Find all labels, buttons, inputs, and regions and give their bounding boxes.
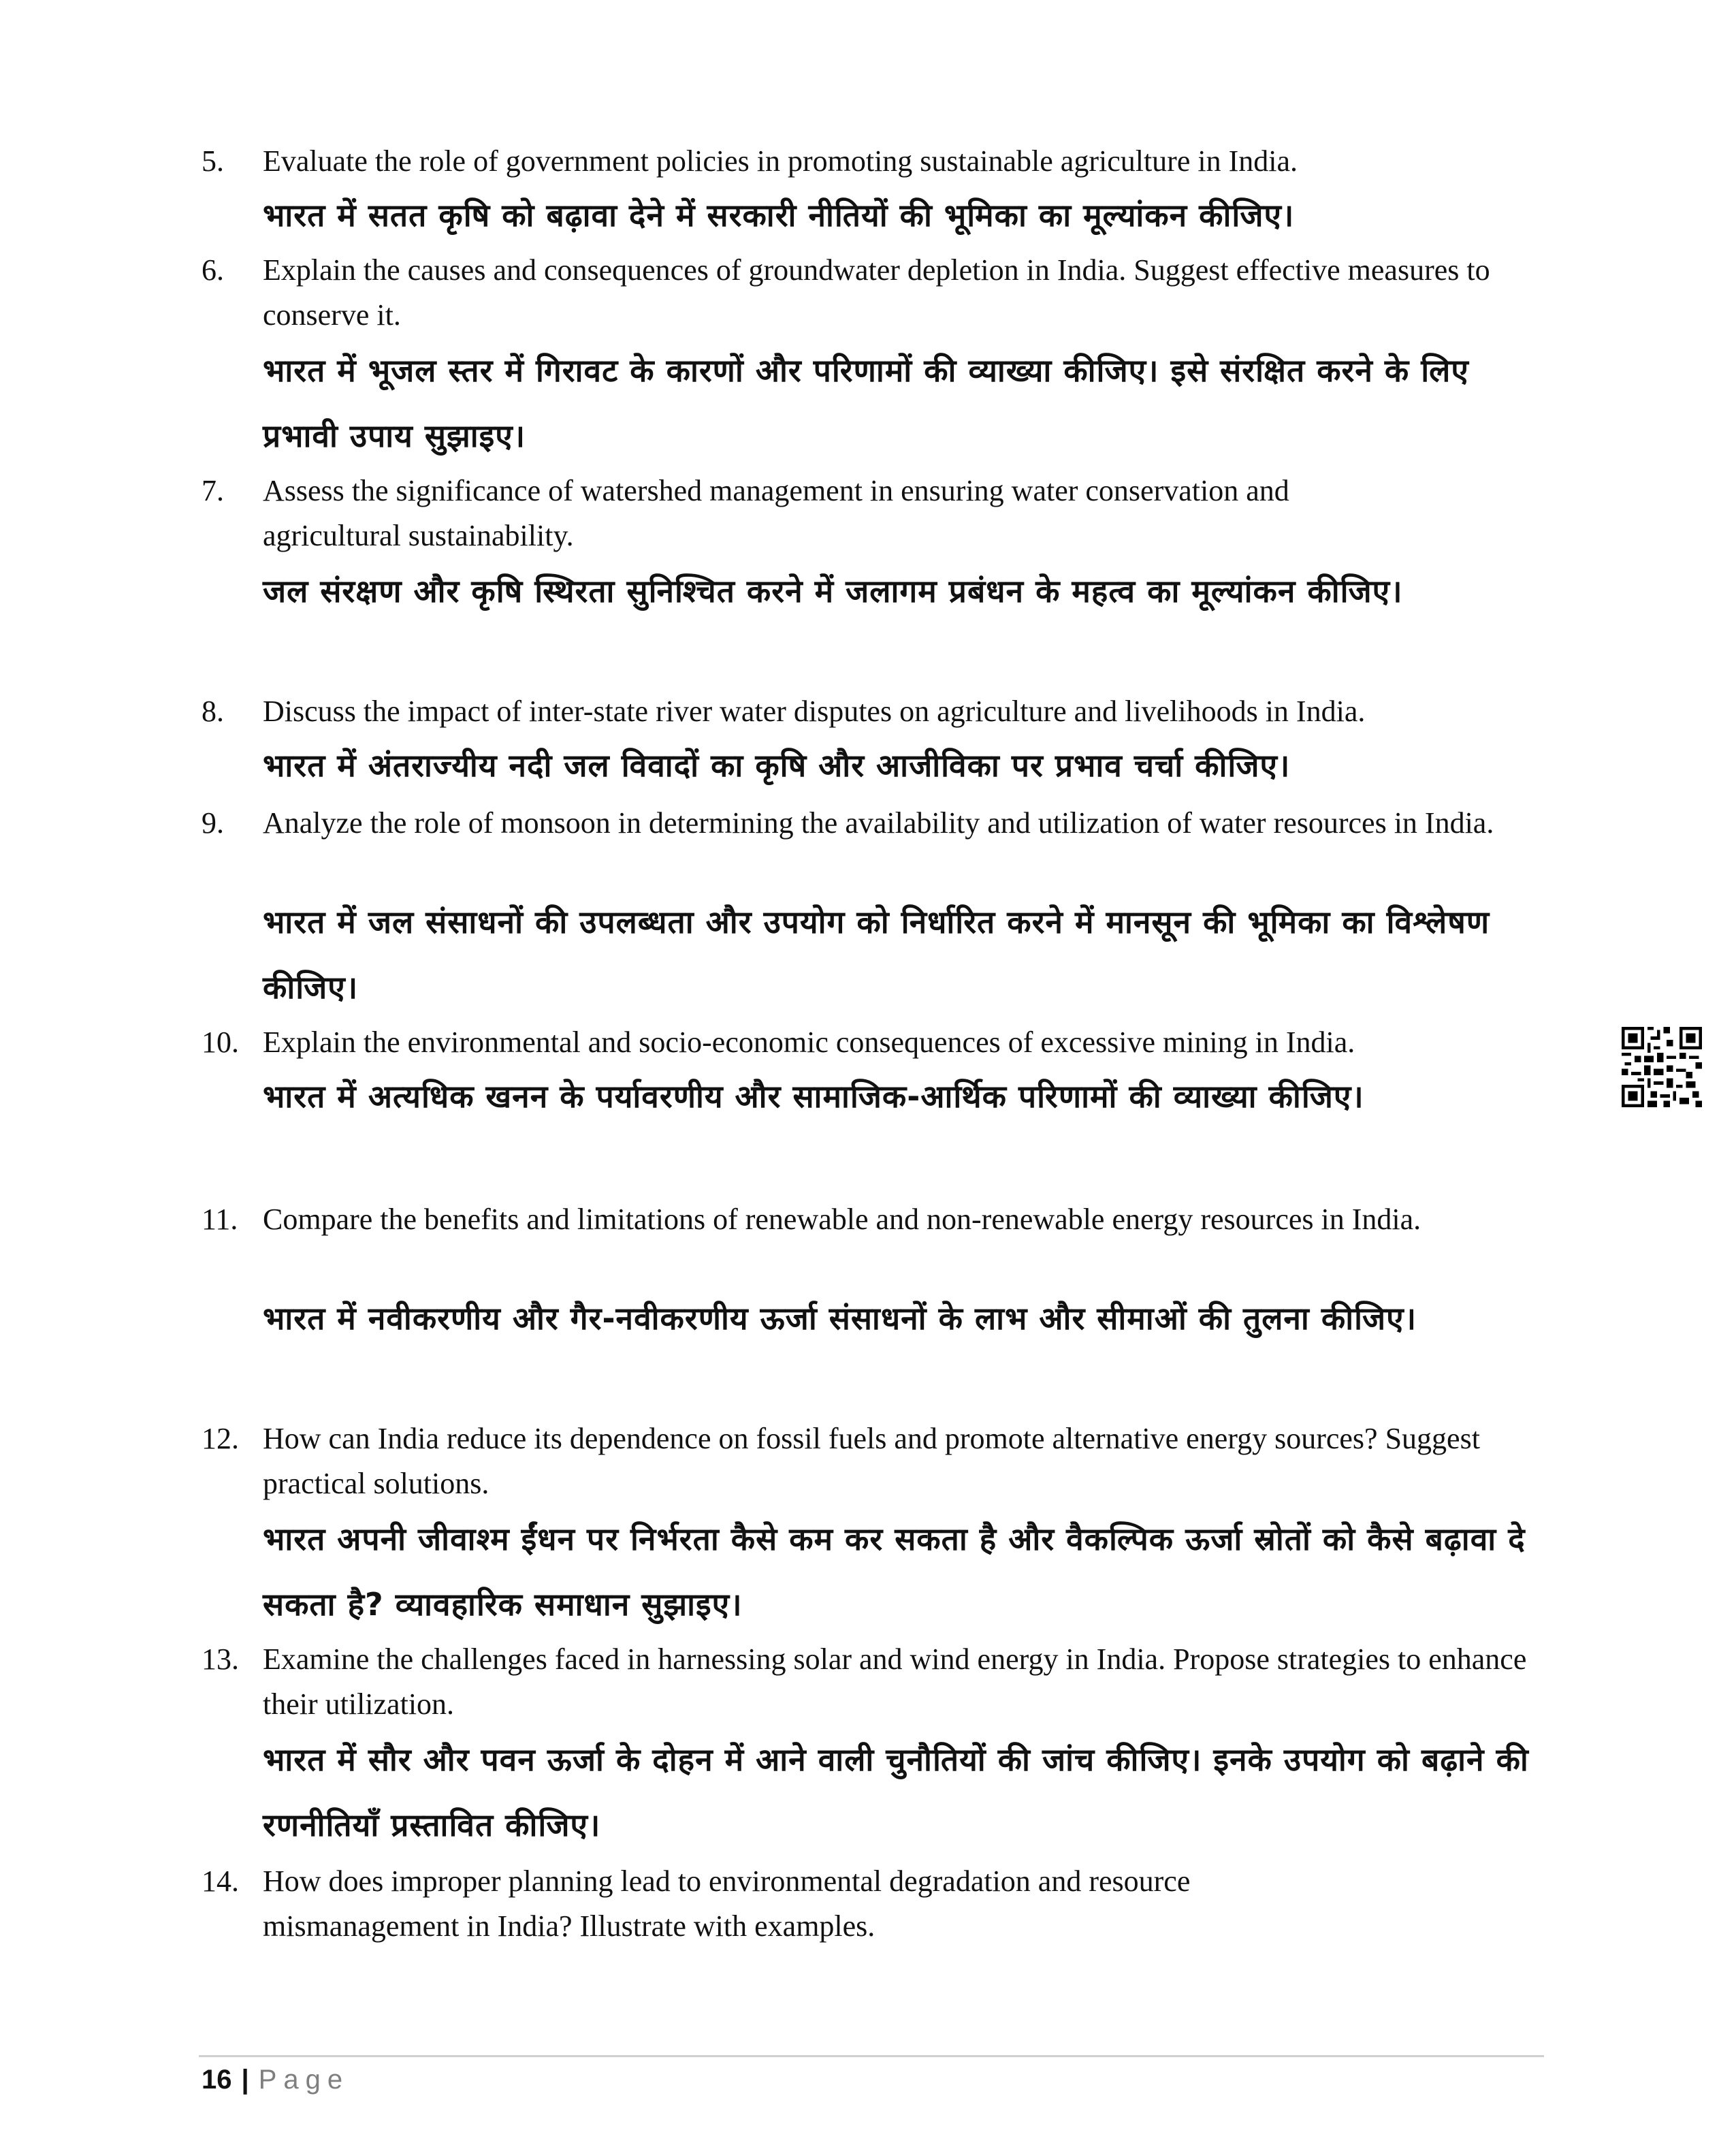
question-english: Examine the challenges faced in harnessing solar and wind energy in India. Propose strategies to enhance their utilization. <box>263 1642 1527 1721</box>
question-hindi: जल संरक्षण और कृषि स्थिरता सुनिश्चित करने में जलागम प्रबंधन के महत्व का मूल्यांकन कीजिए। <box>263 573 1403 609</box>
qr-code-icon <box>1622 1027 1702 1107</box>
question-number: 13. <box>202 1642 239 1676</box>
page-footer <box>202 2059 349 2100</box>
question-hindi: भारत में भूजल स्तर में गिरावट के कारणों और परिणामों की व्याख्या कीजिए। इसे संरक्षित करने के लिए प्रभावी उपाय सुझाइए। <box>263 352 1469 454</box>
question-number: 14. <box>202 1864 239 1898</box>
footer-separator: | <box>241 2065 249 2095</box>
question-english: Assess the significance of watershed management in ensuring water conservation and agricultural sustainability. <box>263 474 1289 552</box>
question-number: 10. <box>202 1026 239 1059</box>
question-english: How can India reduce its dependence on fossil fuels and promote alternative energy sources? Suggest practical solutions. <box>263 1422 1480 1500</box>
footer-divider <box>199 2055 1544 2057</box>
question-number: 8. <box>202 695 224 728</box>
question-english: Analyze the role of monsoon in determining the availability and utilization of water resources in India. <box>263 806 1494 840</box>
question-hindi: भारत में जल संसाधनों की उपलब्धता और उपयोग को निर्धारित करने में मानसून की भूमिका का विश्लेषण कीजिए। <box>263 904 1490 1006</box>
question-number: 6. <box>202 253 224 287</box>
question-number: 5. <box>202 144 224 178</box>
question-number: 7. <box>202 474 224 507</box>
question-hindi: भारत में सौर और पवन ऊर्जा के दोहन में आने वाली चुनौतियों की जांच कीजिए। इनके उपयोग को बढ़ाने की रणनीतियाँ प्रस्तावित कीजिए। <box>263 1741 1529 1843</box>
question-english: Explain the causes and consequences of groundwater depletion in India. Suggest effective measures to conserve it. <box>263 253 1490 332</box>
question-english: How does improper planning lead to environmental degradation and resource mismanagement in India? Illustrate with examples. <box>263 1864 1191 1943</box>
question-number: 9. <box>202 806 224 840</box>
page-label: Page <box>258 2065 350 2095</box>
question-hindi: भारत में अंतराज्यीय नदी जल विवादों का कृषि और आजीविका पर प्रभाव चर्चा कीजिए। <box>263 747 1291 784</box>
question-english: Evaluate the role of government policies in promoting sustainable agriculture in India. <box>263 144 1298 178</box>
question-english: Discuss the impact of inter-state river water disputes on agriculture and livelihoods in India. <box>263 695 1366 728</box>
question-hindi: भारत में नवीकरणीय और गैर-नवीकरणीय ऊर्जा संसाधनों के लाभ और सीमाओं की तुलना कीजिए। <box>263 1300 1417 1337</box>
question-number: 11. <box>202 1203 238 1236</box>
question-english: Compare the benefits and limitations of renewable and non-renewable energy resources in India. <box>263 1203 1421 1236</box>
question-number: 12. <box>202 1422 239 1455</box>
question-hindi: भारत में सतत कृषि को बढ़ावा देने में सरकारी नीतियों की भूमिका का मूल्यांकन कीजिए। <box>263 197 1295 234</box>
page-number: 16 <box>202 2065 232 2095</box>
question-english: Explain the environmental and socio-economic consequences of excessive mining in India. <box>263 1026 1355 1059</box>
question-hindi: भारत अपनी जीवाश्म ईंधन पर निर्भरता कैसे कम कर सकता है और वैकल्पिक ऊर्जा स्रोतों को कैसे बढ़ावा दे सकता है? व्यावहारिक समाधान सुझाइए। <box>263 1521 1526 1623</box>
question-hindi: भारत में अत्यधिक खनन के पर्यावरणीय और सामाजिक-आर्थिक परिणामों की व्याख्या कीजिए। <box>263 1078 1364 1115</box>
